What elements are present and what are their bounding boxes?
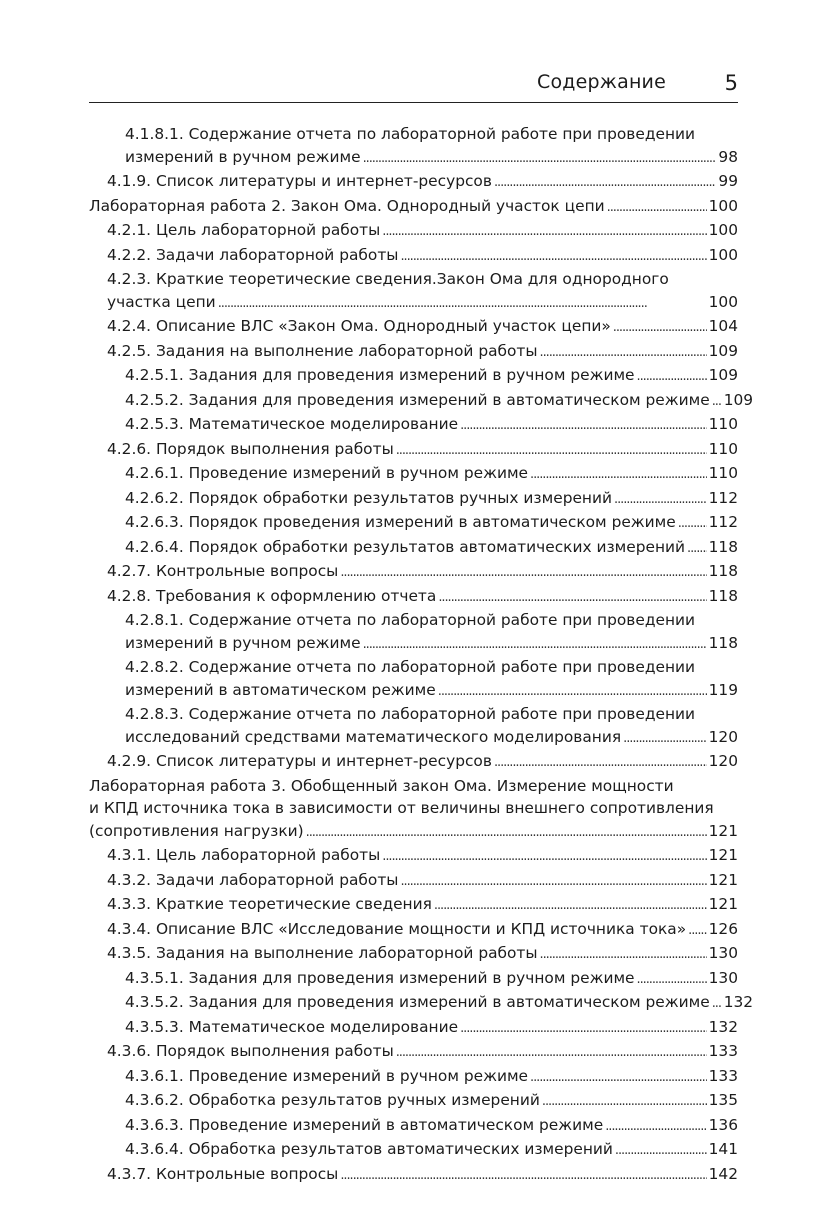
- toc-entry: [89, 219, 738, 244]
- toc-entry-last-line: [107, 219, 738, 244]
- toc-entry: [89, 1114, 738, 1139]
- toc-entry-page-number: 132: [708, 1017, 738, 1036]
- dot-leader: [678, 511, 707, 536]
- toc-entry-last-line: [125, 511, 738, 536]
- toc-entry-last-line: [107, 560, 738, 585]
- toc-entry-page-number: 130: [708, 944, 738, 962]
- toc-entry: [89, 170, 738, 195]
- toc-entry-title-line: Лабораторная работа 2. Закон Ома. Однородный участок цепи: [89, 196, 605, 215]
- dot-leader: [382, 219, 706, 244]
- dot-leader: [382, 844, 706, 869]
- dot-leader: [605, 1114, 706, 1139]
- toc-entry-title-line: измерений в ручном режиме: [125, 633, 361, 652]
- toc-entry-title-line: 4.2.2. Задачи лабораторной работы: [107, 245, 399, 264]
- toc-entry-last-line: [107, 750, 738, 775]
- toc-entry-title-line: участка цепи: [107, 292, 216, 311]
- toc-entry-last-line: [107, 942, 738, 967]
- dot-leader: [615, 1138, 707, 1163]
- toc-entry-page-number: 120: [708, 752, 738, 770]
- toc-entry-page-number: 121: [708, 870, 738, 889]
- toc-entry: [89, 656, 738, 703]
- toc-entry-title-line: 4.2.5.3. Математическое моделирование: [125, 415, 459, 433]
- toc-entry-page-number: 133: [708, 1042, 738, 1060]
- toc-entry-title-line: 4.2.4. Описание ВЛС «Закон Ома. Однородный участок цепи»: [107, 317, 611, 335]
- toc-entry: [89, 585, 738, 610]
- dot-leader: [540, 942, 707, 967]
- toc-entry-title-line: 4.2.5. Задания на выполнение лабораторной работы: [107, 341, 538, 360]
- toc-entry-title-line: 4.3.5.3. Математическое моделирование: [125, 1017, 459, 1036]
- toc-entry: [89, 703, 738, 750]
- dot-leader: [306, 820, 707, 845]
- toc-entry-title-line: 4.3.6.1. Проведение измерений в ручном режиме: [125, 1066, 529, 1085]
- toc-entry: [89, 1138, 738, 1163]
- toc-entry-last-line: [107, 438, 738, 463]
- toc-entry-page-number: 119: [708, 680, 738, 699]
- toc-entry: [89, 413, 738, 438]
- toc-entry: [89, 340, 738, 365]
- toc-entry: [89, 389, 754, 414]
- toc-entry-last-line: [125, 487, 738, 512]
- toc-entry-last-line: [125, 1138, 738, 1163]
- dot-leader: [438, 585, 706, 610]
- toc-entry-last-line: [125, 413, 738, 438]
- dot-leader: [607, 195, 707, 220]
- dot-leader: [340, 1163, 706, 1188]
- dot-leader: [637, 967, 707, 992]
- toc-entry-title-line: 4.3.6.3. Проведение измерений в автоматическом режиме: [125, 1115, 604, 1134]
- dot-leader: [494, 750, 707, 775]
- dot-leader: [540, 340, 707, 365]
- toc-entry-page-number: 142: [708, 1164, 738, 1183]
- toc-entry-last-line: [107, 918, 738, 943]
- toc-entry-page-number: 98: [718, 147, 738, 166]
- toc-entry-page-number: 109: [708, 366, 738, 384]
- toc-entry-last-line: [107, 291, 738, 316]
- toc-entry-last-line: [107, 869, 738, 894]
- dot-leader: [688, 918, 706, 943]
- toc-entry-last-line: [107, 893, 738, 918]
- toc-entry-page-number: 121: [708, 895, 738, 913]
- toc-entry-title-line: измерений в автоматическом режиме: [125, 680, 436, 699]
- toc-entry-last-line: [107, 170, 738, 195]
- toc-entry-page-number: 109: [708, 341, 738, 360]
- toc-entry-page-number: 133: [708, 1066, 738, 1085]
- toc-entry-title-line: 4.3.3. Краткие теоретические сведения: [107, 895, 432, 913]
- toc-entry-page-number: 118: [708, 586, 738, 605]
- toc-entry-title-line: 4.3.6.4. Обработка результатов автоматических измерений: [125, 1140, 613, 1158]
- toc-entry-last-line: [89, 195, 738, 220]
- toc-entry-title-line: 4.2.5.1. Задания для проведения измерений в ручном режиме: [125, 366, 635, 384]
- toc-entry: [89, 967, 738, 992]
- toc-entry-title-line: 4.2.6.2. Порядок обработки результатов ручных измерений: [125, 488, 612, 507]
- toc-entry-title-line: 4.3.6.2. Обработка результатов ручных измерений: [125, 1091, 540, 1109]
- dot-leader: [460, 1016, 707, 1041]
- toc-entry-page-number: 100: [708, 292, 738, 311]
- toc-entry: [89, 775, 738, 845]
- toc-entry-title-line: и КПД источника тока в зависимости от величины внешнего сопротивления: [89, 799, 714, 817]
- toc-entry: [89, 315, 738, 340]
- toc-entry: [89, 893, 738, 918]
- toc-entry: [89, 844, 738, 869]
- dot-leader: [396, 1040, 707, 1065]
- toc-entry-last-line: [125, 991, 754, 1016]
- toc-entry-title-line: 4.3.5.2. Задания для проведения измерений в автоматическом режиме: [125, 993, 710, 1011]
- toc-entry-last-line: [125, 632, 738, 657]
- toc-entry: [89, 942, 738, 967]
- toc-entry-last-line: [107, 244, 738, 269]
- dot-leader: [530, 1065, 707, 1090]
- toc-entry-last-line: [107, 1040, 738, 1065]
- toc-entry-last-line: [125, 726, 738, 751]
- toc-entry-title-line: (сопротивления нагрузки): [89, 821, 304, 840]
- toc-entry-last-line: [125, 1089, 738, 1114]
- toc-entry-page-number: 100: [708, 196, 738, 215]
- running-title: Содержание: [537, 71, 666, 93]
- toc-entry-page-number: 118: [708, 562, 738, 580]
- toc-entry: [89, 609, 738, 656]
- dot-leader: [712, 991, 722, 1016]
- page-header: [89, 68, 738, 103]
- toc-entry-last-line: [125, 679, 738, 704]
- dot-leader: [542, 1089, 707, 1114]
- dot-leader: [637, 364, 707, 389]
- dot-leader: [712, 389, 722, 414]
- dot-leader: [460, 413, 707, 438]
- toc-entry-page-number: 121: [708, 821, 738, 840]
- toc-entry: [89, 1065, 738, 1090]
- toc-entry: [89, 869, 738, 894]
- toc-entry-title-line: 4.2.6.1. Проведение измерений в ручном режиме: [125, 464, 529, 482]
- toc-entry: [89, 244, 738, 269]
- toc-entry-title-line: 4.2.8.1. Содержание отчета по лабораторной работе при проведении: [125, 611, 696, 629]
- toc-entry-title-line: 4.2.8. Требования к оформлению отчета: [107, 586, 437, 605]
- toc-entry-title-line: 4.3.5. Задания на выполнение лабораторной работы: [107, 944, 538, 962]
- toc-entry-last-line: [125, 1016, 738, 1041]
- toc-entry-title-line: 4.3.2. Задачи лабораторной работы: [107, 870, 399, 889]
- toc-entry-page-number: 126: [708, 919, 738, 938]
- toc-entry-title-line: 4.1.8.1. Содержание отчета по лабораторной работе при проведении: [125, 125, 696, 143]
- toc-entry-page-number: 100: [708, 245, 738, 264]
- toc-entry-title-line: 4.3.5.1. Задания для проведения измерений в ручном режиме: [125, 968, 635, 987]
- toc-entry: [89, 1040, 738, 1065]
- toc-entry-page-number: 112: [708, 488, 738, 507]
- toc-entry-last-line: [125, 1114, 738, 1139]
- toc-entry: [89, 195, 738, 220]
- toc-entry: [89, 462, 738, 487]
- toc-entry-last-line: [125, 389, 754, 414]
- toc-entry-title-line: Лабораторная работа 3. Обобщенный закон Ома. Измерение мощности: [89, 776, 674, 795]
- dot-leader: [363, 632, 707, 657]
- toc-entry-last-line: [107, 844, 738, 869]
- dot-leader: [434, 893, 707, 918]
- toc-entry: [89, 750, 738, 775]
- toc-entry: [89, 918, 738, 943]
- table-of-contents: [89, 123, 754, 1187]
- toc-entry-title-line: 4.2.8.2. Содержание отчета по лабораторной работе при проведении: [125, 658, 696, 676]
- toc-entry-page-number: 100: [708, 221, 738, 239]
- toc-entry-last-line: [107, 315, 738, 340]
- toc-entry-title-line: исследований средствами математического моделирования: [125, 727, 622, 746]
- toc-entry-last-line: [125, 1065, 738, 1090]
- toc-entry-page-number: 112: [708, 513, 738, 531]
- toc-entry-title-line: 4.2.1. Цель лабораторной работы: [107, 221, 381, 239]
- toc-entry-last-line: [107, 585, 738, 610]
- toc-entry-page-number: 118: [708, 633, 738, 652]
- toc-entry-title-line: 4.3.7. Контрольные вопросы: [107, 1164, 339, 1183]
- dot-leader: [340, 560, 706, 585]
- toc-entry-last-line: [125, 364, 738, 389]
- toc-entry: [89, 511, 738, 536]
- toc-entry-page-number: 130: [708, 968, 738, 987]
- dot-leader: [400, 869, 706, 894]
- toc-entry-last-line: [125, 146, 738, 171]
- toc-entry-page-number: 136: [708, 1115, 738, 1134]
- dot-leader: [687, 536, 707, 561]
- dot-leader: [396, 438, 707, 463]
- toc-entry-title-line: 4.3.6. Порядок выполнения работы: [107, 1042, 394, 1060]
- dot-leader: [530, 462, 707, 487]
- toc-entry-page-number: 120: [708, 727, 738, 746]
- toc-entry-title-line: 4.2.8.3. Содержание отчета по лабораторной работе при проведении: [125, 705, 696, 723]
- toc-entry: [89, 1089, 738, 1114]
- toc-entry-title-line: 4.2.3. Краткие теоретические сведения.Закон Ома для однородного: [107, 270, 669, 288]
- dot-leader: [614, 487, 707, 512]
- toc-entry-page-number: 121: [708, 846, 738, 864]
- toc-entry-title-line: 4.2.9. Список литературы и интернет-ресурсов: [107, 752, 492, 770]
- toc-entry-last-line: [89, 820, 738, 845]
- toc-entry: [89, 560, 738, 585]
- toc-entry-last-line: [125, 967, 738, 992]
- toc-entry-page-number: 109: [723, 390, 754, 409]
- toc-entry-title-line: 4.3.1. Цель лабораторной работы: [107, 846, 381, 864]
- toc-entry-title-line: 4.3.4. Описание ВЛС «Исследование мощности и КПД источника тока»: [107, 919, 687, 938]
- toc-entry: [89, 123, 738, 170]
- toc-entry-page-number: 99: [718, 172, 738, 190]
- page-number: 5: [724, 71, 738, 95]
- toc-entry-page-number: 110: [708, 439, 738, 458]
- dot-leader: [613, 315, 707, 340]
- toc-entry: [89, 536, 738, 561]
- toc-entry-title-line: 4.2.7. Контрольные вопросы: [107, 562, 339, 580]
- toc-entry-title-line: 4.2.6.3. Порядок проведения измерений в автоматическом режиме: [125, 513, 676, 531]
- toc-entry-page-number: 141: [708, 1140, 738, 1158]
- toc-entry-page-number: 110: [708, 415, 738, 433]
- toc-entry-last-line: [125, 536, 738, 561]
- toc-entry-last-line: [107, 1163, 738, 1188]
- toc-entry: [89, 1016, 738, 1041]
- toc-entry: [89, 364, 738, 389]
- toc-entry-page-number: 135: [708, 1091, 738, 1109]
- toc-entry-page-number: 110: [708, 464, 738, 482]
- dot-leader: [363, 146, 717, 171]
- toc-entry-title-line: измерений в ручном режиме: [125, 147, 361, 166]
- toc-entry: [89, 991, 754, 1016]
- dot-leader: [218, 291, 707, 316]
- toc-entry-page-number: 118: [708, 537, 738, 556]
- toc-entry: [89, 438, 738, 463]
- toc-entry: [89, 487, 738, 512]
- dot-leader: [623, 726, 706, 751]
- toc-entry-page-number: 132: [723, 993, 754, 1011]
- toc-entry-title-line: 4.2.6. Порядок выполнения работы: [107, 439, 394, 458]
- toc-entry-title-line: 4.2.5.2. Задания для проведения измерений в автоматическом режиме: [125, 390, 710, 409]
- dot-leader: [494, 170, 716, 195]
- dot-leader: [438, 679, 707, 704]
- toc-entry-title-line: 4.1.9. Список литературы и интернет-ресурсов: [107, 172, 492, 190]
- toc-entry-last-line: [107, 340, 738, 365]
- dot-leader: [400, 244, 706, 269]
- toc-entry: [89, 1163, 738, 1188]
- toc-entry-page-number: 104: [708, 317, 738, 335]
- toc-entry: [89, 268, 738, 315]
- toc-entry-title-line: 4.2.6.4. Порядок обработки результатов автоматических измерений: [125, 537, 686, 556]
- toc-entry-last-line: [125, 462, 738, 487]
